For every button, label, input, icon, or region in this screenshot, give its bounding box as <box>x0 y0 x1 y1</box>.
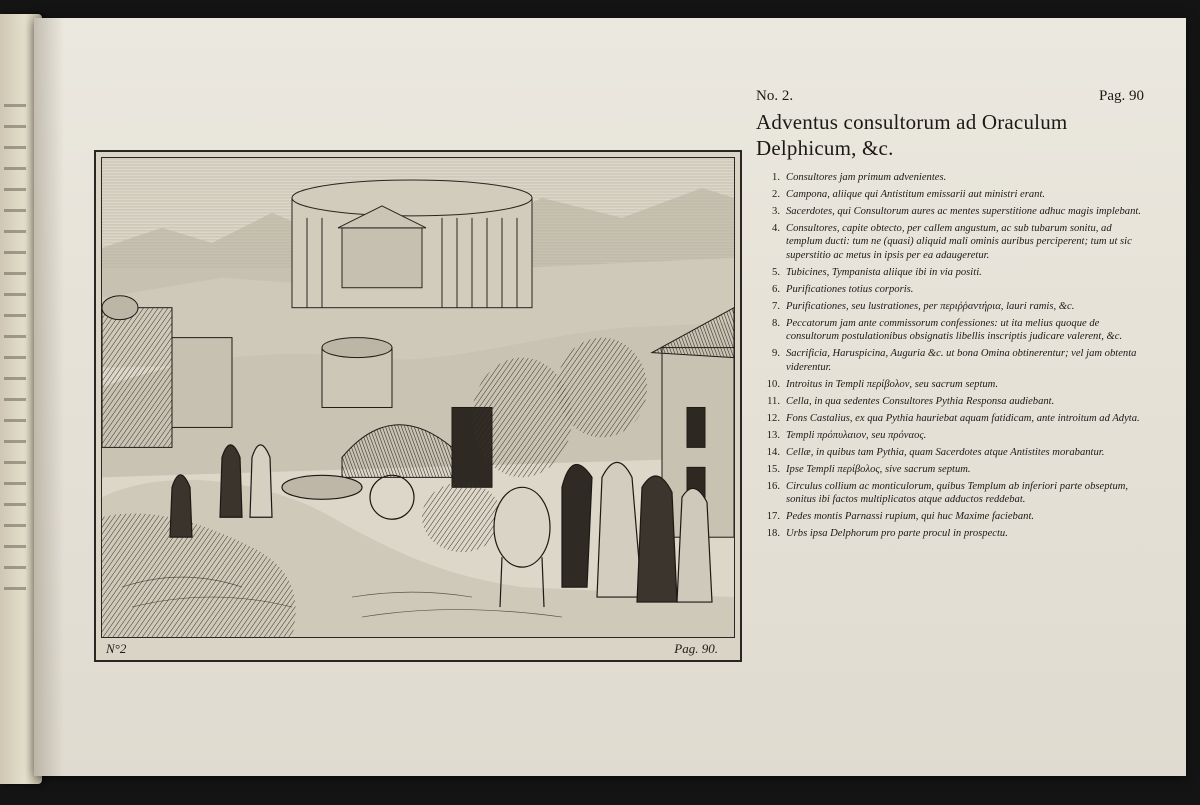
legend-item <box>756 412 1144 425</box>
legend-item <box>756 378 1144 391</box>
legend-item-text: Fons Castalius, ex qua Pythia hauriebat aquam fatidicam, ante introitum ad Adyta. <box>786 412 1140 424</box>
plate-number-label: N°2 <box>106 641 127 656</box>
legend-item-text: Cellæ, in quibus tam Pythia, quam Sacerdotes atque Antistites morabantur. <box>786 446 1105 458</box>
legend-item <box>756 480 1144 507</box>
engraving-image <box>101 157 735 638</box>
plate-number: No. 2. <box>756 88 794 104</box>
temple-rotunda <box>292 180 532 308</box>
legend-item-number: 18. <box>766 528 780 540</box>
legend-item-number: 16. <box>766 480 780 492</box>
engraving-plate <box>94 150 742 662</box>
legend-item-number: 12. <box>766 412 780 424</box>
legend-item <box>756 222 1144 262</box>
legend-item-number: 8. <box>772 317 780 329</box>
legend-item-text: Introitus in Templi περίβολον, seu sacrum septum. <box>786 378 998 390</box>
legend-item-number: 13. <box>766 429 780 441</box>
legend-item-text: Cella, in qua sedentes Consultores Pythia Responsa audiebant. <box>786 395 1055 407</box>
plate-title: Adventus consultorum ad Oraculum Delphicum, &c. <box>756 110 1068 160</box>
legend-item <box>756 317 1144 344</box>
plate-page-label: Pag. 90. <box>674 641 718 656</box>
legend-item-number: 4. <box>772 223 780 234</box>
legend-item <box>756 395 1144 408</box>
legend-item-text: Tubicines, Tympanista aliique ibi in via positi. <box>786 266 982 278</box>
legend-item <box>756 266 1144 279</box>
legend-item <box>756 171 1144 184</box>
legend-item <box>756 463 1144 476</box>
legend-item-number: 6. <box>772 283 780 295</box>
legend-item-number: 11. <box>767 395 780 407</box>
legend-item-number: 15. <box>766 463 780 475</box>
legend-item-text: Ipse Templi περίβολος, sive sacrum septum. <box>786 463 971 475</box>
legend-item <box>756 283 1144 296</box>
page-number: Pag. 90 <box>1099 88 1144 104</box>
legend-item-text: Consultores jam primum advenientes. <box>786 172 947 183</box>
legend-item-text: Urbs ipsa Delphorum pro parte procul in prospectu. <box>786 528 1008 540</box>
legend-item <box>756 205 1144 218</box>
legend-item-text: Peccatorum jam ante commissorum confessiones: ut ita melius quoque de consultorum postulationibus obsignatis libellis inscriptis judicare valerent, &c. <box>786 317 1123 343</box>
legend-item-number: 17. <box>766 511 780 523</box>
legend-item-text: Consultores, capite obtecto, per callem angustum, ac sub tubarum sonitu, ad templum ducti: tum ne (quasi) aliquid mali ominis auribus perciperent; tum ut sic superstitio ac metus in ipsis per ea adaugeretur. <box>786 223 1132 261</box>
legend-item <box>756 527 1144 540</box>
legend-text-block <box>756 88 1144 544</box>
legend-item-text: Templi πρόπυλαιον, seu πρόναος. <box>786 429 927 441</box>
header-row <box>756 88 1144 105</box>
fold-out-plate-sheet <box>34 18 1186 776</box>
left-page-text-marks <box>4 104 26 608</box>
legend-item-number: 10. <box>766 378 780 390</box>
legend-item-number: 9. <box>772 348 780 360</box>
legend-item-text: Circulus collium ac monticulorum, quibus Templum ab inferiori parte obseptum, sonitus ibi factos multiplicatos atque adductos reddebat. <box>786 480 1129 506</box>
legend-item <box>756 429 1144 442</box>
legend-item-number: 14. <box>766 446 780 458</box>
legend-item-text: Sacerdotes, qui Consultorum aures ac mentes superstitione adhuc magis implebant. <box>786 206 1141 217</box>
legend-item-text: Pedes montis Parnassi rupium, qui huc Maxime faciebant. <box>786 511 1035 523</box>
legend-item <box>756 347 1144 374</box>
legend-item-number: 1. <box>772 172 780 183</box>
legend-item-number: 3. <box>772 206 780 217</box>
legend-item-number: 5. <box>772 266 780 278</box>
legend-item-text: Purificationes, seu lustrationes, per περιῤῥαντήρια, lauri ramis, &c. <box>786 300 1075 312</box>
legend-item <box>756 300 1144 313</box>
legend-item <box>756 510 1144 523</box>
legend-item-number: 7. <box>772 300 780 312</box>
legend-item-text: Purificationes totius corporis. <box>786 283 914 295</box>
delphi-oracle-engraving <box>102 158 734 637</box>
legend-list <box>756 171 1144 540</box>
legend-item <box>756 446 1144 459</box>
legend-item <box>756 188 1144 201</box>
legend-item-text: Sacrificia, Haruspicina, Auguria &c. ut bona Omina obtinerentur; vel jam obtenta viderentur. <box>786 348 1137 373</box>
legend-item-text: Campona, aliique qui Antistitum emissarii aut ministri erant. <box>786 189 1046 200</box>
legend-item-number: 2. <box>772 189 780 200</box>
